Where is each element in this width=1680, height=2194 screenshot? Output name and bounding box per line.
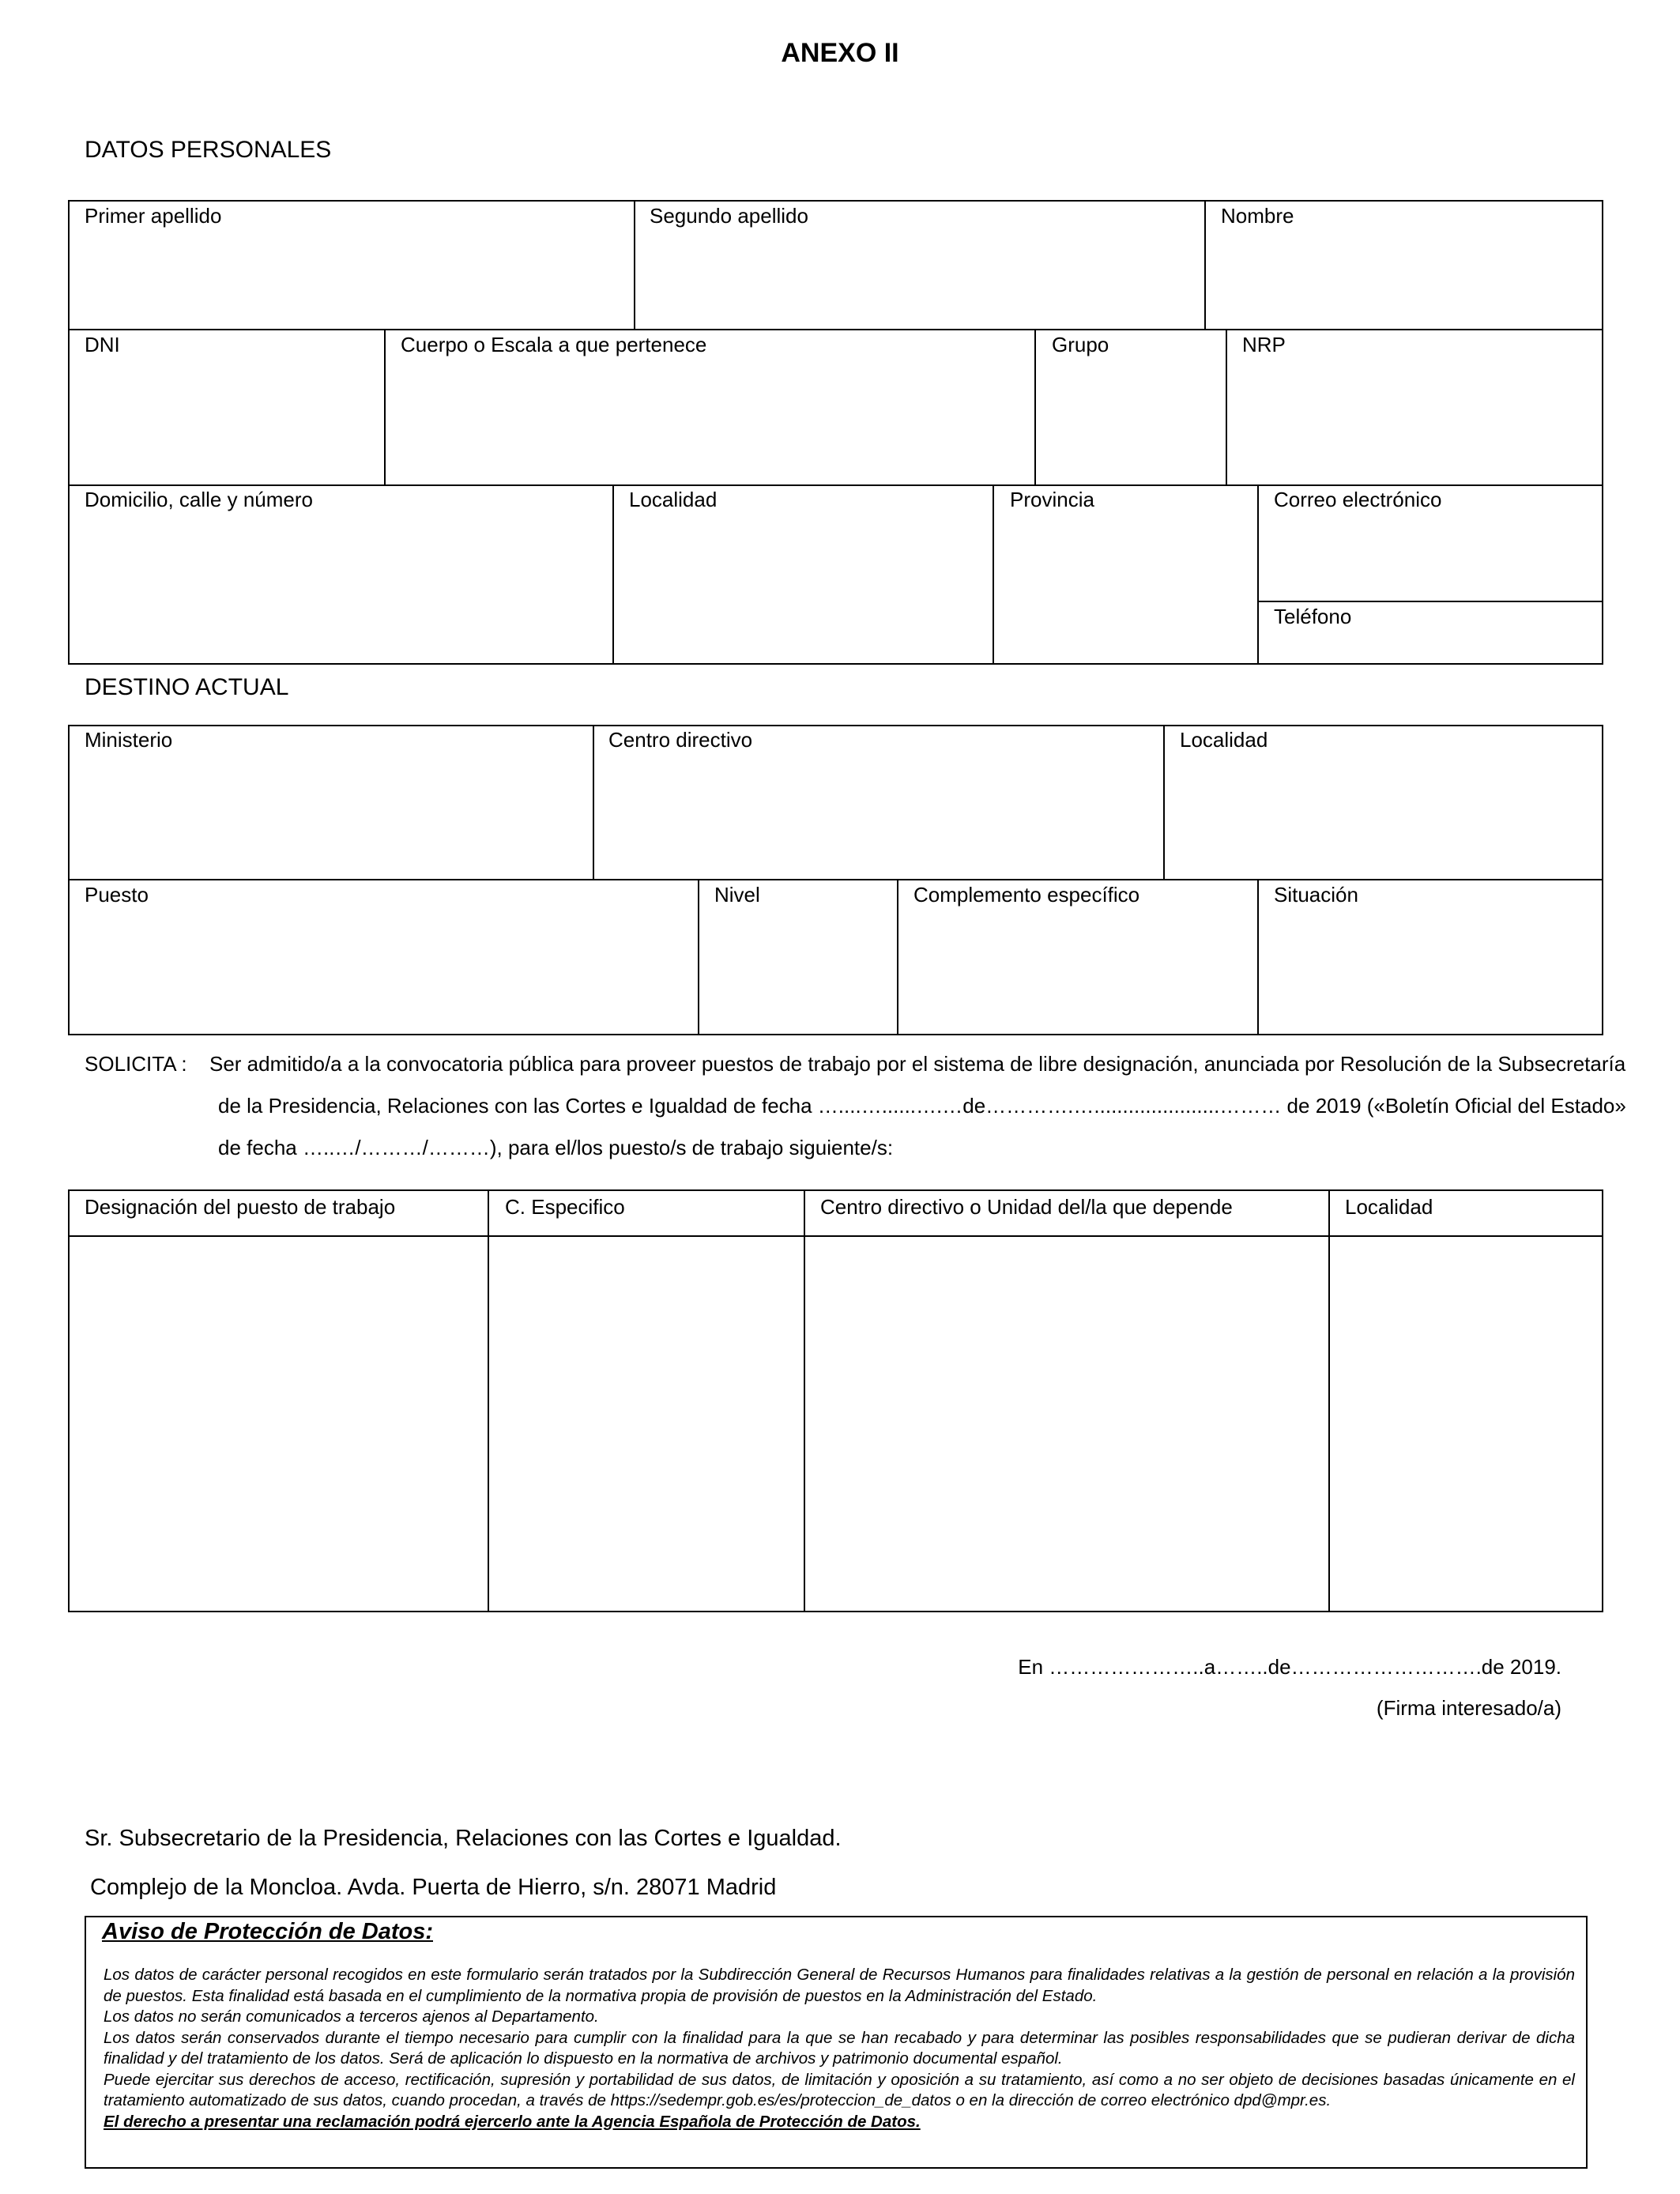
aviso-paragraph-3: Los datos serán conservados durante el tiempo necesario para cumplir con la finalidad para la que se han recabado y para determinar las posibles responsabilidades que se pudieran derivar de dicha finalidad y del tratamiento de los datos. Será de aplicación lo dispuesto en la normativa de archivos y patrimonio documental español.	[104, 2028, 1575, 2068]
field-dni[interactable]: DNI	[85, 333, 120, 356]
field-domicilio[interactable]: Domicilio, calle y número	[85, 488, 313, 511]
field-primer-apellido[interactable]: Primer apellido	[85, 204, 222, 228]
field-puesto[interactable]: Puesto	[85, 883, 149, 907]
solicita-label: SOLICITA :	[85, 1052, 187, 1076]
column-header-designacion: Designación del puesto de trabajo	[85, 1195, 396, 1219]
column-header-centro-directivo: Centro directivo o Unidad del/la que depende	[820, 1195, 1233, 1219]
field-nombre[interactable]: Nombre	[1221, 204, 1294, 228]
aviso-paragraph-2: Los datos no serán comunicados a terceros ajenos al Departamento.	[104, 2007, 599, 2026]
field-cuerpo-escala[interactable]: Cuerpo o Escala a que pertenece	[401, 333, 707, 356]
page-title: ANEXO II	[781, 38, 899, 68]
destinatario-line-1: Sr. Subsecretario de la Presidencia, Relaciones con las Cortes e Igualdad.	[85, 1826, 842, 1851]
field-segundo-apellido[interactable]: Segundo apellido	[650, 204, 808, 228]
field-grupo[interactable]: Grupo	[1052, 333, 1109, 356]
field-nivel[interactable]: Nivel	[714, 883, 760, 907]
datos-personales-table	[68, 200, 1603, 665]
aviso-title: Aviso de Protección de Datos:	[102, 1919, 433, 1944]
field-complemento-especifico[interactable]: Complemento específico	[913, 883, 1140, 907]
column-header-c-especifico: C. Especifico	[505, 1195, 625, 1219]
section-heading-destino-actual: DESTINO ACTUAL	[85, 674, 289, 700]
column-header-localidad: Localidad	[1345, 1195, 1433, 1219]
aviso-paragraph-1: Los datos de carácter personal recogidos en este formulario serán tratados por la Subdirección General de Recursos Humanos para finalidades relativas a la gestión de personal en relación a la provisión de puestos. Esta finalidad está basada en el cumplimiento de la normativa propia de provisión de puestos en la Administración del Estado.	[104, 1966, 1575, 2005]
firma-label: (Firma interesado/a)	[1376, 1696, 1561, 1720]
solicita-line-3: de fecha …..…/………/………), para el/los puesto/s de trabajo siguiente/s:	[218, 1136, 894, 1159]
field-localidad[interactable]: Localidad	[629, 488, 718, 511]
puestos-table	[68, 1189, 1603, 1612]
aviso-body	[104, 1965, 1575, 2132]
field-centro-directivo[interactable]: Centro directivo	[608, 728, 753, 752]
section-heading-datos-personales: DATOS PERSONALES	[85, 137, 332, 163]
field-correo-electronico[interactable]: Correo electrónico	[1274, 488, 1442, 511]
solicita-line-2: de la Presidencia, Relaciones con las Cortes e Igualdad de fecha …....…......….…de………….…......................……… de 2019 («Boletín Oficial del Estado»	[218, 1094, 1626, 1118]
field-nrp[interactable]: NRP	[1242, 333, 1286, 356]
aviso-paragraph-4: Puede ejercitar sus derechos de acceso, rectificación, supresión y portabilidad de sus datos, de limitación y oposición a su tratamiento, así como a no ser objeto de decisiones basadas únicamente en el tratamiento automatizado de sus datos, cuando procedan, a través de https://sedempr.gob.es/es/proteccion_de_datos o en la dirección de correo electrónico dpd@mpr.es.	[104, 2070, 1575, 2109]
field-telefono[interactable]: Teléfono	[1274, 605, 1352, 628]
solicita-line-1: Ser admitido/a a la convocatoria pública para proveer puestos de trabajo por el sistema de libre designación, anunciada por Resolución de la Subsecretaría	[209, 1052, 1626, 1076]
field-provincia[interactable]: Provincia	[1010, 488, 1094, 511]
lugar-fecha-line[interactable]: En …………………..a……..de……………………….de 2019.	[1018, 1655, 1561, 1679]
field-situacion[interactable]: Situación	[1274, 883, 1358, 907]
destinatario-line-2: Complejo de la Moncloa. Avda. Puerta de Hierro, s/n. 28071 Madrid	[90, 1875, 777, 1900]
aviso-paragraph-5: El derecho a presentar una reclamación podrá ejercerlo ante la Agencia Española de Protección de Datos.	[104, 2112, 921, 2131]
field-localidad-destino[interactable]: Localidad	[1180, 728, 1268, 752]
field-ministerio[interactable]: Ministerio	[85, 728, 173, 752]
aviso-proteccion-datos	[85, 1916, 1588, 2169]
